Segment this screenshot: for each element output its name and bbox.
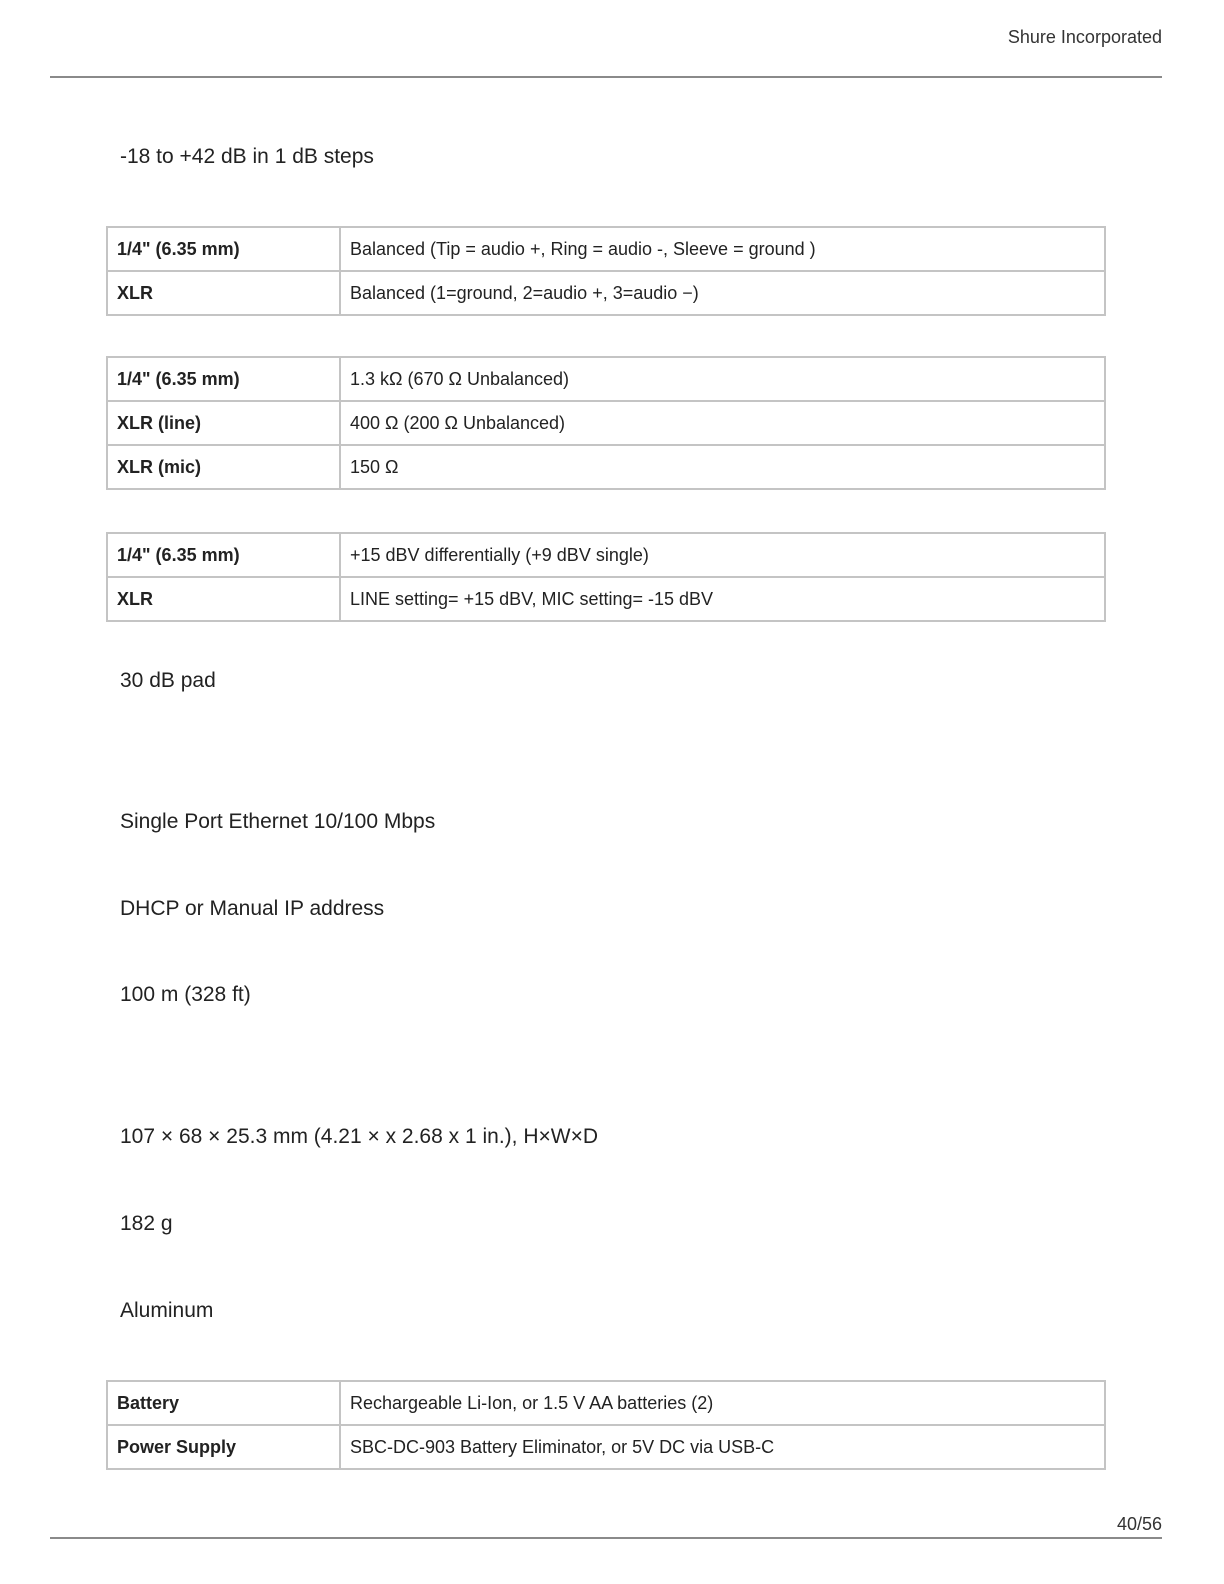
table-row — [107, 227, 1105, 271]
table-key: XLR — [107, 577, 340, 621]
cable-length-text: 100 m (328 ft) — [120, 983, 251, 1006]
table-row — [107, 401, 1105, 445]
configuration-table — [106, 226, 1106, 316]
page-number: 40/56 — [1116, 1514, 1162, 1534]
header-divider — [50, 76, 1162, 78]
table-key: 1/4" (6.35 mm) — [107, 357, 340, 401]
table-key: 1/4" (6.35 mm) — [107, 227, 340, 271]
table-row — [107, 1425, 1105, 1469]
gain-range-text: -18 to +42 dB in 1 dB steps — [120, 145, 374, 168]
table-row — [107, 271, 1105, 315]
table-value: Rechargeable Li-Ion, or 1.5 V AA batteries (2) — [340, 1381, 1105, 1425]
max-output-table — [106, 532, 1106, 622]
table-key: XLR — [107, 271, 340, 315]
housing-text: Aluminum — [120, 1299, 214, 1322]
footer-divider — [50, 1537, 1162, 1539]
table-key: XLR (line) — [107, 401, 340, 445]
table-key: XLR (mic) — [107, 445, 340, 489]
table-value: Balanced (1=ground, 2=audio +, 3=audio −) — [340, 271, 1105, 315]
table-row — [107, 445, 1105, 489]
table-value: +15 dBV differentially (+9 dBV single) — [340, 533, 1105, 577]
header-company: Shure Incorporated — [1007, 27, 1162, 47]
table-key: Battery — [107, 1381, 340, 1425]
addressing-text: DHCP or Manual IP address — [120, 897, 385, 920]
pad-text: 30 dB pad — [120, 669, 216, 692]
table-value: LINE setting= +15 dBV, MIC setting= -15 dBV — [340, 577, 1105, 621]
table-value: 400 Ω (200 Ω Unbalanced) — [340, 401, 1105, 445]
dimensions-text: 107 × 68 × 25.3 mm (4.21 × x 2.68 x 1 in.), H×W×D — [120, 1125, 598, 1148]
weight-text: 182 g — [120, 1212, 173, 1235]
table-value: SBC-DC-903 Battery Eliminator, or 5V DC via USB-C — [340, 1425, 1105, 1469]
network-interface-text: Single Port Ethernet 10/100 Mbps — [120, 810, 436, 833]
table-value: 150 Ω — [340, 445, 1105, 489]
table-key: Power Supply — [107, 1425, 340, 1469]
table-row — [107, 577, 1105, 621]
power-table — [106, 1380, 1106, 1470]
table-value: Balanced (Tip = audio +, Ring = audio -, Sleeve = ground ) — [340, 227, 1105, 271]
table-row — [107, 1381, 1105, 1425]
table-value: 1.3 kΩ (670 Ω Unbalanced) — [340, 357, 1105, 401]
table-key: 1/4" (6.35 mm) — [107, 533, 340, 577]
table-row — [107, 357, 1105, 401]
impedance-table — [106, 356, 1106, 490]
table-row — [107, 533, 1105, 577]
